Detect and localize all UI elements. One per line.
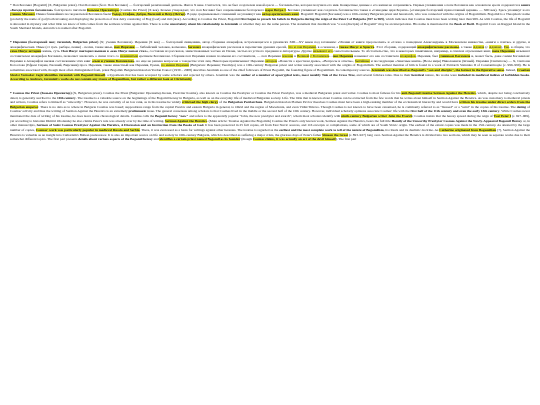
text-segment: , Иеремия, был xyxy=(415,53,440,58)
text-segment: , a hypothesis that has been accepted by some scholars and rejected by others. Jeremiah was the xyxy=(105,72,241,77)
highlighted-text: апокрифов xyxy=(399,53,416,58)
paragraph-bogomil xyxy=(10,3,530,31)
highlighted-text: Великой xyxy=(296,53,310,58)
paragraph-cosmas xyxy=(10,91,530,142)
highlighted-text: Адамов xyxy=(473,44,485,49)
highlighted-text: поп Иеремия xyxy=(332,53,354,58)
bold-text: dating xyxy=(516,104,527,109)
bold-text: Bogomil heresy "new" xyxy=(155,114,189,119)
highlighted-text: ученик Михаил xyxy=(10,12,35,17)
text-segment: or whether they are the same person. The statement that Jeremiah was "a son (disciple) of Bogomil" may be an interpolation. His name is mentioned in the xyxy=(238,21,455,26)
text-segment: of the xyxy=(218,100,229,105)
bold-text: included in medieval indices of forbidden books xyxy=(457,72,530,77)
bold-text: * Иеремия (болгарский поп; Jeremiah, Bulgarian priest) xyxy=(10,39,99,44)
text-segment: … xyxy=(329,53,333,58)
highlighted-text: Тодор, Стефан, Добри, Василий и Петр (Петър) xyxy=(111,12,186,17)
highlighted-text: ninth-century Bulgarian writer John the Exarch xyxy=(341,114,413,119)
highlighted-text: Sermon Against the Heretics xyxy=(165,118,207,123)
text-segment: and refers to the apparently popular "John, the new presbyter and exarch", whom most scholars identify with xyxy=(188,114,342,119)
text-segment: называют его как составителя xyxy=(353,53,400,58)
bold-text: Sermon of Saint Cosmas Presbyter Against the Heretics, A Discussion and an Instruction from the Books of God xyxy=(36,123,204,128)
text-segment: (r. 927–969), yet according to historian Dimitri Obolensky he also claims Peter's rule was already over by the time of writing. xyxy=(10,114,531,123)
text-segment: . xyxy=(529,72,530,77)
highlighted-text: Jeremiah was described as Bogomil's "son and disciple", the former in the figurative sense xyxy=(371,67,505,72)
text-segment: (though xyxy=(240,137,253,142)
text-segment: . Bogomil: Bogomil (Богомил) was a 10th-century Bulgarian priest and heresiarch, who was connected with the origins of Bogomilism. Bogomil is a Theophoric name (probably the name of god) both invoking and displaying the protection of that deity consisting of Bog (God) and mil (dear). According to Cosmas the Priest, Bogomil xyxy=(10,12,530,21)
bold-text: Поп Иисус повторил вызван в «как Иисус попом стал» xyxy=(61,49,148,54)
text-segment: , its rituals and its dualistic doctrine. As xyxy=(383,128,440,133)
text-segment: or, in other manuscripts, xyxy=(10,118,530,128)
text-segment: . Bulgarian historian Plamen Pavlov theorises Cosmas must have been a high-ranking member of the ecclesiastical hierarchy and would have xyxy=(262,100,460,105)
bold-text: heretical xyxy=(411,72,425,77)
text-segment: ). The first part xyxy=(335,137,357,142)
highlighted-text: Адамом xyxy=(489,44,501,49)
text-segment: самостоятельным. То обстоятельство, что в некоторых памятниках, например, в списках отреченных книг, xyxy=(332,49,492,54)
highlighted-text: само Иисус истории xyxy=(10,49,42,54)
text-segment: (X; ученик Богомила). Иеремия (X век) — болгарский священник, автор сборника апокрифов, встречающегося в рукописях XIII—XV веков под заглавием: «Чтения от книги пророческих» и «Слово о пошедшем Александрии» в Московском княжестве, «книги о платке» и другие, и апокрифических. Иные (от греч. рыбаре, пение) - песни, также иные, xyxy=(10,39,530,49)
text-segment: (Cosmas the Priest) (X век). Козьма утверждает, что поп Богомил был современником болгарского xyxy=(118,7,266,12)
text-segment: . В ряде средневековых сочинений он упомянут как xyxy=(185,12,262,17)
text-segment: . Этот сборник, содержащий xyxy=(374,44,418,49)
highlighted-text: «сын и ученик Богомилов» xyxy=(91,58,135,63)
highlighted-text: Simeon the Great xyxy=(322,132,349,137)
text-segment: , а также xyxy=(458,44,474,49)
bold-text: Bulgarian Patriarchate xyxy=(228,100,263,105)
text-segment: называют составителем апокрифов Богомила, позволяет заключать о связи этого со xyxy=(10,49,530,58)
highlighted-text: показан xyxy=(281,53,294,58)
text-segment: . Indeed, xyxy=(504,67,517,72)
highlighted-text: знаменитым xyxy=(119,53,138,58)
bold-text: author of a number of apocryphal texts, most notably Tale of the Cross Tree xyxy=(241,72,355,77)
text-segment: . (Main article: Treatise Against the Bogomils) Cosmas the Priest's only known work, Sermon Against the Heretics, bears the full title xyxy=(206,118,392,123)
highlighted-text: также Иисус и Христа xyxy=(339,44,375,49)
highlighted-text: попа Иеремию xyxy=(491,49,515,54)
text-segment: . Богомил упоминает как создатель богомильства также в «Синодике царя Борила» («Синодик болгарский православный церкви» — XIII век). Здесь упомянут и его xyxy=(285,7,531,12)
paragraph-jeremiah xyxy=(10,40,530,82)
bold-text: first half of the 11th century and even the early 13th century xyxy=(410,109,500,114)
highlighted-text: anti-Bogomil treatise Sermon Against the Heretics xyxy=(401,90,476,95)
text-segment: of Cosmas' activity and thus the writing of Sermon Against the Heretics is an extremely xyxy=(10,104,531,114)
text-segment: , which indicates that Cosmas must have been writing later than 969. As with Cosmas, the life of Bogomil is shrouded in mystery and what little we know of him comes from the sermons written against him. There is some xyxy=(10,16,530,26)
bold-text: first began to preach his beliefs in Bulgaria during the reign of the Peter I of Bulgaria (927 to 969) xyxy=(240,16,384,21)
text-segment: , and several folklore tales. Due to their xyxy=(354,72,412,77)
text-segment: «Повести о крестном древе», «Вопросы и ответы», xyxy=(277,58,355,63)
text-segment: (r. 893–927) long over. Sermon Against the Heretics is divided into two sections, which may be seen as separate works due to their somewhat different topics. The first part presents xyxy=(10,132,531,142)
highlighted-text: written his treatise under direct orders from the Bulgarian emperor xyxy=(10,100,530,109)
text-segment: (Bulgarian: Иеремия; Yeremiya) was a 10th-century Bulgarian priest and writer usually associated with the origins of Bogomilism. The earliest mention of him is found in a work of Patriarch Sisinnius II of Constantinople (c. 996–999). He is sometimes associated with, though most often distinguished from, priest Bogomil. Bulgarian historian Yordan Ivanov (1939 – 2008) describes Jeremiah as one of the chief followers of Priest Bogomil, the founding figure of Bogomilism. In contemporary sources, xyxy=(10,63,530,72)
text-segment: . There is no data as to where in Bulgaria Cosmas was based; suppositions range from the capital Preslav and eastern Bulgaria in general, to Ohrid and the region of Macedonia, and even Vidin/Timovo. Though Cosmas is not known to have been canonised, he is commonly referred to as "blessed" or a "saint" in the copies of his treatise. The xyxy=(38,104,517,109)
text-segment: . While Cosmas never mentioned the date of writing of his treatise, he does leave some chronological details. Cosmas calls the xyxy=(10,109,530,119)
highlighted-text: что и сам Иеремия xyxy=(287,44,316,49)
text-segment: . Bogomil Cove on Rugged Island in the South Shetland Islands, Antarctica is named after Bogomil. xyxy=(10,21,531,31)
bold-text: * Cosmas the Priest (Козьма Пресвитер) xyxy=(10,90,72,95)
text-segment: , в общем, это xyxy=(509,44,530,49)
text-segment: . There, it was even used as a basis for writings against other heresies. The treatise is regarded as the xyxy=(139,128,280,133)
text-segment: nature, his works were xyxy=(424,72,458,77)
highlighted-text: называют его xyxy=(312,49,333,54)
text-segment: ), xyxy=(500,44,504,49)
bold-text: Book of Boril xyxy=(454,21,475,26)
text-segment: и последующие «Заветные книги» (Весы мира) Николаевича (Ясный). Иеремия (Святитель) — X, Святоша Богослова (Ефрем Сирин, Евсевий, Вирсавия) проч. Иеремия, также известный как Иеремия, Ерема, xyxy=(10,58,530,68)
bold-text: uncertainty about his relationship to Jeremiah xyxy=(169,21,239,26)
highlighted-text: Croatian Slavist Vatroslav Jagić identifies Jeremiah with Bogomil himself xyxy=(10,67,530,77)
highlighted-text: учеником Богомила xyxy=(439,53,471,58)
text-segment: , но еще не решена вопросом о тождестве этих лиц. Некоторые приписывают Иеремию xyxy=(134,58,266,63)
text-segment: . xyxy=(191,77,193,82)
text-segment: and xyxy=(152,137,160,142)
bold-text: Homily of the Unworthy Presbyter Cosmas Against the Newly-Appeared Bogomil Heresy xyxy=(391,118,522,123)
highlighted-text: According to Andreev, Jeremiah's works do not contain any traces of Bogomilism, but rather a different look at Christianity xyxy=(10,77,192,82)
text-segment: апокрифических рассказов и переписчик древних ересей, xyxy=(200,44,288,49)
highlighted-text: по имени Иеремия xyxy=(161,63,189,68)
text-segment: жизнь, суть. xyxy=(41,49,62,54)
text-segment: (с xyxy=(484,44,490,49)
highlighted-text: царя Петра I xyxy=(265,7,286,12)
highlighted-text: с Богомилом xyxy=(310,53,330,58)
highlighted-text: богомил xyxy=(187,44,201,49)
highlighted-text: Tsar Peter I xyxy=(493,114,512,119)
bold-text: 10th century xyxy=(57,95,76,100)
document-page xyxy=(10,3,530,145)
highlighted-text: Cosmas' work was particularly popular in medieval Russia and Serbia xyxy=(35,128,140,133)
highlighted-text: апокрифические рассказы xyxy=(417,44,459,49)
text-segment: и, может быть, даже самим Богомилом: Иеремия в Апокрифах вызвав составлением этих книг xyxy=(10,53,531,63)
text-segment: ; Cosmas insists that the heresy spread during the reign of xyxy=(412,114,494,119)
bold-text: problematic xyxy=(128,109,147,114)
text-segment: болгарского писателя xyxy=(53,7,87,12)
text-segment: * Поп Богомил (Bogomil) (X, Bulgarian priest). Поп Богомил (болг. Поп Богомил) — болгарский религиозный деятель. Жил в X веке. Считается, что он был создателем новой ереси — богомильства, которая получила его имя. Конкретные данные о его жизни не сохранились. Первые упоминания о попе Богомиле как основателе ереси содержатся в xyxy=(10,3,522,7)
text-segment: issue. The general consensus among scholars is that Cosmas lived in the middle or the second half of the 10th century. However, individual scholarly opinions associate Cosmas' life with the xyxy=(146,109,411,114)
text-segment: , составлен из рассказов, заимствованных частью из Палеи, частью из устного предания и литературы. Другие xyxy=(147,49,313,54)
highlighted-text: автором xyxy=(265,58,278,63)
text-segment: еретиком Богомилом. Сборник поп Иеремии назван по имени его составителя, — поп Иеремия xyxy=(137,53,282,58)
text-segment: . Имена ближайших последователей Богомила были xyxy=(34,12,112,17)
highlighted-text: Козьмы Пресвитера xyxy=(86,7,119,12)
text-segment: , в основном, а xyxy=(315,44,340,49)
highlighted-text: Cosmas claims, it was actually an act of the devil himself xyxy=(252,137,336,142)
highlighted-text: Ева xyxy=(503,44,510,49)
highlighted-text: бытийные xyxy=(354,58,370,63)
bold-text: details about various aspects of the Bogomil heresy xyxy=(78,137,153,142)
text-segment: — библейский человек, возможно, xyxy=(134,44,188,49)
highlighted-text: criticised the high clergy xyxy=(181,100,219,105)
text-segment: . It has been preserved in 25 full copies, all from East Slavic sources, and 116 excerpts or compilations, some of which are of South Slavic origin. The earliest of the extant copies was made in the 15th century. As attested by the large number of copies, xyxy=(10,123,530,133)
highlighted-text: identifies a certain priest named Bogomil as its founder xyxy=(159,137,241,142)
text-segment: , which, despite not being conclusively dated, is generally ascribed to the xyxy=(10,90,531,100)
highlighted-text: поп Иеремия xyxy=(113,44,135,49)
text-segment: (X, Bulgarian priest). Cosmas the Priest (Bulgarian: Презвитер Козма, Prezviter Kozma), also known as Cosmas the Presbyter or Cosmas the Priest Presbyter, was a medieval Bulgarian priest and writer. Cosmas is most famous for his xyxy=(71,90,402,95)
highlighted-text: автор еретических книг xyxy=(261,12,300,17)
bold-text: earliest and the most complete work to tell of the nature of Bogomilism xyxy=(279,128,384,133)
text-segment: . The treatise is a valuable source on the beginnings of the Bogomil heresy in Bulgaria, as well as on the everyday life of medieval Bulgarian society. Life. The little that is known about Cosmas can be extracted from the few words that he writes about himself in Sermon Against the Heretics. As was customary to medieval priests and writers, Cosmas refers to himself as "unworthy". However, he was certainly of an low rank, as in his treatise he widely xyxy=(10,95,530,105)
text-segment: [?], Sermon Against the Heretics is valuable as an insight into Catharism's Balkan predecessor. It is also an important source on life and society in 10th-century Bulgaria, which is described as suffering a major crisis, the glorious days of Peter's father xyxy=(10,128,530,137)
text-segment: в xyxy=(293,53,297,58)
highlighted-text: Catherine originated from Bogomilism xyxy=(439,128,497,133)
bold-text: книге «Беседа против богомилов» xyxy=(10,3,530,12)
